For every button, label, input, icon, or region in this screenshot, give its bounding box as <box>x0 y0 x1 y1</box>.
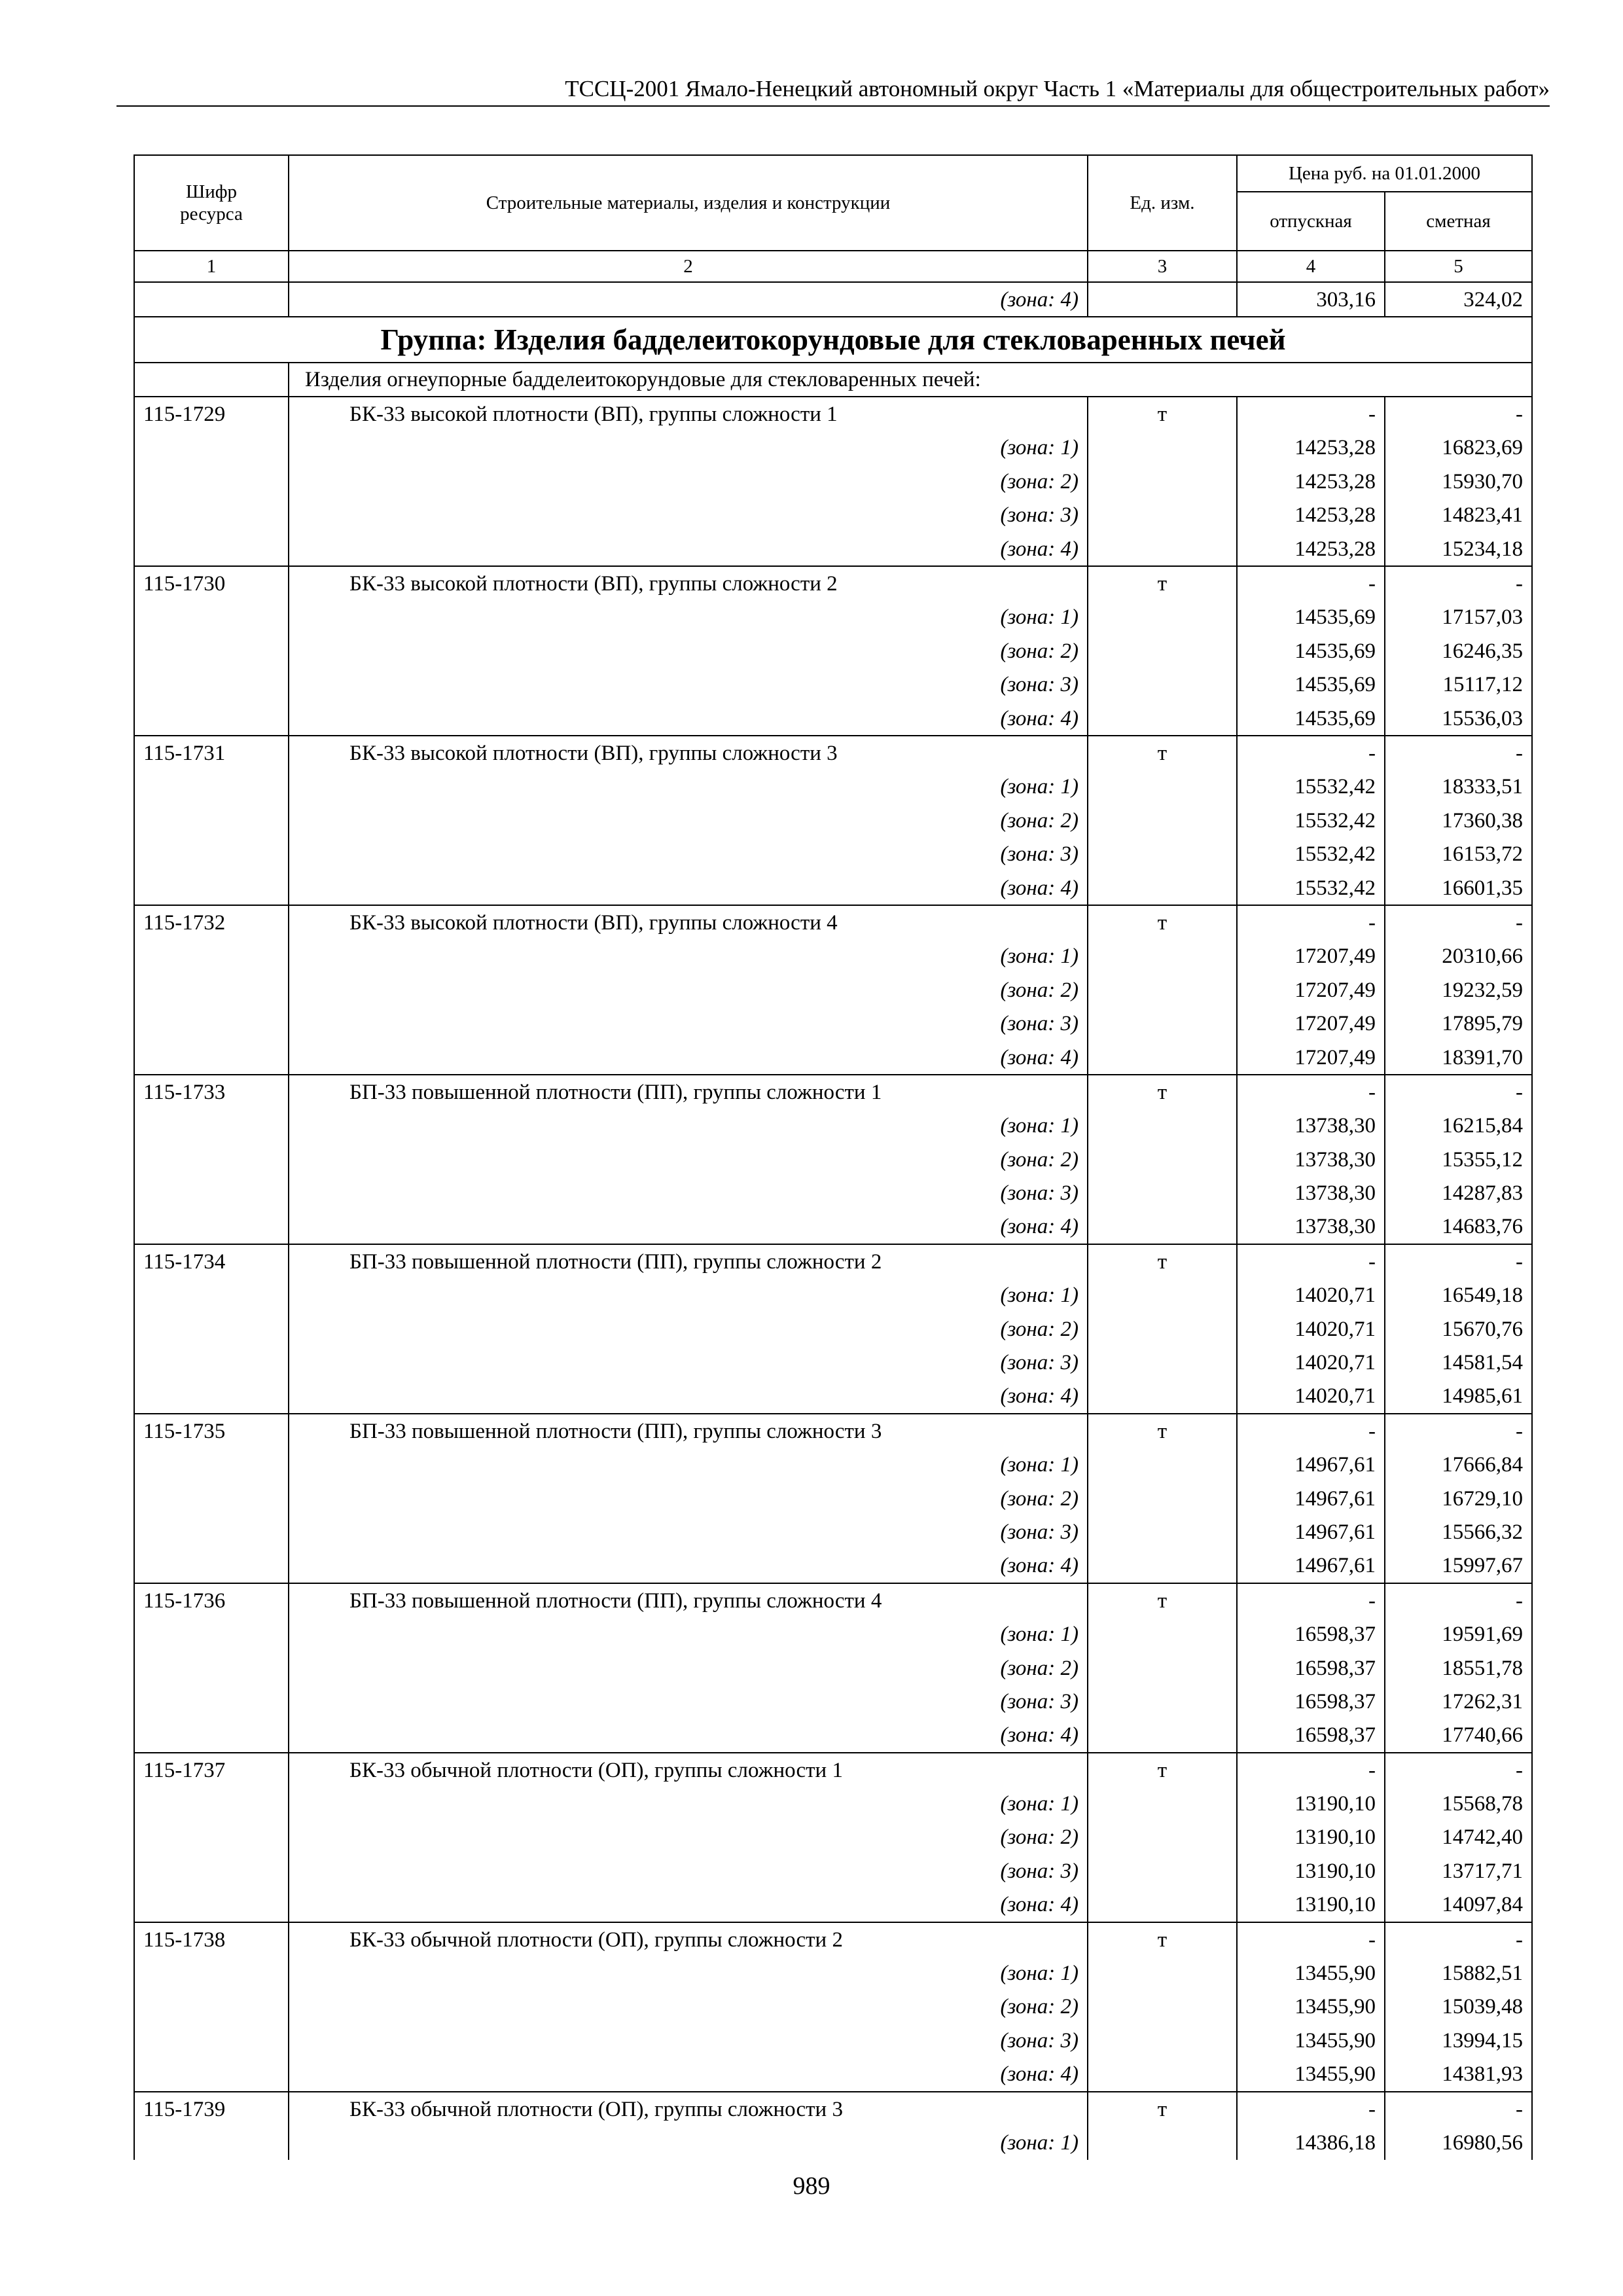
estimate-price: 16980,56 <box>1385 2126 1532 2159</box>
zone-label: (зона: 3) <box>289 1346 1088 1379</box>
release-price: 13190,10 <box>1237 1854 1385 1888</box>
release-price: - <box>1237 1922 1385 1956</box>
estimate-price: 16153,72 <box>1385 837 1532 870</box>
release-price: - <box>1237 1244 1385 1278</box>
release-price: 17207,49 <box>1237 940 1385 973</box>
unit: т <box>1088 2092 1237 2126</box>
zone-label: (зона: 1) <box>289 1109 1088 1143</box>
estimate-price: 15566,32 <box>1385 1515 1532 1549</box>
zone-row <box>134 1007 1532 1040</box>
item-row <box>134 736 1532 770</box>
estimate-price: 15234,18 <box>1385 532 1532 566</box>
zone-label: (зона: 4) <box>289 1719 1088 1753</box>
zone-label: (зона: 1) <box>289 601 1088 634</box>
estimate-price: 15930,70 <box>1385 465 1532 498</box>
zone-row <box>134 601 1532 634</box>
zone-label: (зона: 4) <box>289 702 1088 736</box>
zone-label: (зона: 3) <box>289 499 1088 532</box>
release-price: 303,16 <box>1237 282 1385 317</box>
estimate-price: 17360,38 <box>1385 804 1532 837</box>
unit: т <box>1088 1922 1237 1956</box>
item-row <box>134 1414 1532 1448</box>
col-header-unit: Ед. изм. <box>1088 155 1237 251</box>
resource-code: 115-1736 <box>134 1583 289 1617</box>
estimate-price: 15536,03 <box>1385 702 1532 736</box>
item-row <box>134 1583 1532 1617</box>
release-price: 13190,10 <box>1237 1888 1385 1922</box>
estimate-price: - <box>1385 736 1532 770</box>
release-price: 17207,49 <box>1237 1041 1385 1075</box>
estimate-price: 15670,76 <box>1385 1312 1532 1346</box>
estimate-price: - <box>1385 1583 1532 1617</box>
resource-code: 115-1730 <box>134 566 289 600</box>
item-row <box>134 566 1532 600</box>
material-name: БП-33 повышенной плотности (ПП), группы сложности 1 <box>289 1075 1088 1109</box>
zone-row <box>134 431 1532 465</box>
release-price: 14020,71 <box>1237 1279 1385 1312</box>
release-price: - <box>1237 1414 1385 1448</box>
resource-code: 115-1735 <box>134 1414 289 1448</box>
material-name: БК-33 высокой плотности (ВП), группы сложности 2 <box>289 566 1088 600</box>
release-price: 13738,30 <box>1237 1210 1385 1244</box>
release-price: - <box>1237 1075 1385 1109</box>
estimate-price: 14985,61 <box>1385 1380 1532 1414</box>
zone-label: (зона: 2) <box>289 1651 1088 1685</box>
release-price: 15532,42 <box>1237 804 1385 837</box>
header-rule <box>116 105 1550 107</box>
col-number-1: 1 <box>134 251 289 282</box>
running-header: ТССЦ-2001 Ямало-Ненецкий автономный округ Часть 1 «Материалы для общестроительных работ» <box>565 76 1550 101</box>
resource-code: 115-1738 <box>134 1922 289 1956</box>
estimate-price: 15039,48 <box>1385 1990 1532 2024</box>
zone-row <box>134 871 1532 905</box>
estimate-price: 15355,12 <box>1385 1143 1532 1176</box>
price-table-sheet <box>134 154 1531 2160</box>
release-price: 17207,49 <box>1237 1007 1385 1040</box>
release-price: 14535,69 <box>1237 601 1385 634</box>
zone-row <box>134 465 1532 498</box>
release-price: - <box>1237 397 1385 431</box>
release-price: 14967,61 <box>1237 1549 1385 1583</box>
release-price: 15532,42 <box>1237 871 1385 905</box>
material-name: БК-33 высокой плотности (ВП), группы сложности 3 <box>289 736 1088 770</box>
estimate-price: 16215,84 <box>1385 1109 1532 1143</box>
zone-label: (зона: 1) <box>289 2126 1088 2159</box>
zone-row <box>134 940 1532 973</box>
zone-row <box>134 1787 1532 1820</box>
release-price: 14253,28 <box>1237 431 1385 465</box>
release-price: 14535,69 <box>1237 702 1385 736</box>
carry-over-row <box>134 282 1532 317</box>
item-row <box>134 1244 1532 1278</box>
release-price: 14967,61 <box>1237 1482 1385 1515</box>
estimate-price: 17157,03 <box>1385 601 1532 634</box>
estimate-price: 14823,41 <box>1385 499 1532 532</box>
zone-row <box>134 634 1532 668</box>
zone-row <box>134 1821 1532 1854</box>
release-price: 14253,28 <box>1237 532 1385 566</box>
material-name: БК-33 высокой плотности (ВП), группы сложности 1 <box>289 397 1088 431</box>
zone-row <box>134 1346 1532 1379</box>
zone-row <box>134 1990 1532 2024</box>
release-price: 13190,10 <box>1237 1787 1385 1820</box>
zone-row <box>134 1888 1532 1922</box>
unit: т <box>1088 905 1237 939</box>
estimate-price: 13994,15 <box>1385 2024 1532 2057</box>
zone-label: (зона: 4) <box>289 871 1088 905</box>
zone-label: (зона: 1) <box>289 770 1088 804</box>
release-price: 13738,30 <box>1237 1109 1385 1143</box>
col-number-4: 4 <box>1237 251 1385 282</box>
col-number-2: 2 <box>289 251 1088 282</box>
release-price: 16598,37 <box>1237 1719 1385 1753</box>
estimate-price: 14381,93 <box>1385 2058 1532 2092</box>
release-price: 14535,69 <box>1237 668 1385 702</box>
zone-row <box>134 1380 1532 1414</box>
zone-label: (зона: 1) <box>289 1617 1088 1651</box>
group-title: Группа: Изделия бадделеитокорундовые для стекловаренных печей <box>134 317 1532 363</box>
estimate-price: 15117,12 <box>1385 668 1532 702</box>
zone-label: (зона: 4) <box>289 1380 1088 1414</box>
resource-code: 115-1729 <box>134 397 289 431</box>
item-row <box>134 2092 1532 2126</box>
zone-row <box>134 1448 1532 1482</box>
table-header <box>134 155 1532 282</box>
material-name: БП-33 повышенной плотности (ПП), группы сложности 4 <box>289 1583 1088 1617</box>
zone-row <box>134 1041 1532 1075</box>
col-header-price-group: Цена руб. на 01.01.2000 <box>1237 155 1532 192</box>
zone-row <box>134 2024 1532 2057</box>
unit: т <box>1088 1414 1237 1448</box>
estimate-price: 13717,71 <box>1385 1854 1532 1888</box>
release-price: 15532,42 <box>1237 770 1385 804</box>
group-title-row <box>134 317 1532 363</box>
zone-label: (зона: 1) <box>289 1448 1088 1482</box>
estimate-price: - <box>1385 1922 1532 1956</box>
item-row <box>134 1075 1532 1109</box>
release-price: 13455,90 <box>1237 1990 1385 2024</box>
release-price: 17207,49 <box>1237 973 1385 1007</box>
unit: т <box>1088 566 1237 600</box>
zone-label: (зона: 2) <box>289 1312 1088 1346</box>
estimate-price: 17740,66 <box>1385 1719 1532 1753</box>
zone-label: (зона: 2) <box>289 1821 1088 1854</box>
estimate-price: - <box>1385 1753 1532 1787</box>
release-price: 13455,90 <box>1237 2024 1385 2057</box>
item-row <box>134 397 1532 431</box>
zone-label: (зона: 1) <box>289 1956 1088 1990</box>
zone-label: (зона: 1) <box>289 431 1088 465</box>
zone-row <box>134 1515 1532 1549</box>
material-name: БП-33 повышенной плотности (ПП), группы сложности 2 <box>289 1244 1088 1278</box>
release-price: 13738,30 <box>1237 1143 1385 1176</box>
zone-label: (зона: 2) <box>289 634 1088 668</box>
release-price: 14967,61 <box>1237 1515 1385 1549</box>
release-price: 15532,42 <box>1237 837 1385 870</box>
estimate-price: 16549,18 <box>1385 1279 1532 1312</box>
release-price: - <box>1237 905 1385 939</box>
unit: т <box>1088 397 1237 431</box>
release-price: - <box>1237 736 1385 770</box>
zone-row <box>134 973 1532 1007</box>
release-price: 16598,37 <box>1237 1651 1385 1685</box>
zone-label: (зона: 4) <box>289 1549 1088 1583</box>
estimate-price: - <box>1385 566 1532 600</box>
zone-label: (зона: 1) <box>289 940 1088 973</box>
zone-label: (зона: 2) <box>289 465 1088 498</box>
resource-code: 115-1731 <box>134 736 289 770</box>
zone-label: (зона: 3) <box>289 668 1088 702</box>
estimate-price: 18551,78 <box>1385 1651 1532 1685</box>
release-price: 14253,28 <box>1237 465 1385 498</box>
unit: т <box>1088 736 1237 770</box>
estimate-price: 18391,70 <box>1385 1041 1532 1075</box>
col-header-estimate: сметная <box>1385 192 1532 251</box>
release-price: 16598,37 <box>1237 1617 1385 1651</box>
zone-label: (зона: 2) <box>289 1482 1088 1515</box>
zone-row <box>134 837 1532 870</box>
zone-row <box>134 804 1532 837</box>
zone-label: (зона: 3) <box>289 2024 1088 2057</box>
zone-row <box>134 1956 1532 1990</box>
zone-row <box>134 499 1532 532</box>
estimate-price: 17666,84 <box>1385 1448 1532 1482</box>
estimate-price: - <box>1385 397 1532 431</box>
estimate-price: - <box>1385 2092 1532 2126</box>
release-price: - <box>1237 2092 1385 2126</box>
release-price: 14386,18 <box>1237 2126 1385 2159</box>
estimate-price: 14581,54 <box>1385 1346 1532 1379</box>
zone-row <box>134 1210 1532 1244</box>
estimate-price: 18333,51 <box>1385 770 1532 804</box>
page-number: 989 <box>793 2172 830 2200</box>
col-header-name: Строительные материалы, изделия и конструкции <box>289 155 1088 251</box>
zone-label: (зона: 3) <box>289 1685 1088 1718</box>
zone-label: (зона: 3) <box>289 837 1088 870</box>
estimate-price: 16729,10 <box>1385 1482 1532 1515</box>
resource-code: 115-1732 <box>134 905 289 939</box>
release-price: 14020,71 <box>1237 1380 1385 1414</box>
release-price: 14967,61 <box>1237 1448 1385 1482</box>
estimate-price: 14287,83 <box>1385 1176 1532 1210</box>
zone-row <box>134 1549 1532 1583</box>
estimate-price: 14742,40 <box>1385 1821 1532 1854</box>
zone-row <box>134 1719 1532 1753</box>
zone-row <box>134 1685 1532 1718</box>
unit: т <box>1088 1075 1237 1109</box>
zone-label: (зона: 1) <box>289 1279 1088 1312</box>
release-price: - <box>1237 1583 1385 1617</box>
zone-row <box>134 1143 1532 1176</box>
item-row <box>134 1922 1532 1956</box>
estimate-price: 17262,31 <box>1385 1685 1532 1718</box>
col-header-release: отпускная <box>1237 192 1385 251</box>
zone-label: (зона: 2) <box>289 1143 1088 1176</box>
release-price: 13190,10 <box>1237 1821 1385 1854</box>
estimate-price: 20310,66 <box>1385 940 1532 973</box>
release-price: 14020,71 <box>1237 1346 1385 1379</box>
estimate-price: 324,02 <box>1385 282 1532 317</box>
resource-code: 115-1739 <box>134 2092 289 2126</box>
zone-row <box>134 1651 1532 1685</box>
release-price: 13455,90 <box>1237 1956 1385 1990</box>
estimate-price: - <box>1385 1075 1532 1109</box>
zone-row <box>134 1312 1532 1346</box>
release-price: - <box>1237 1753 1385 1787</box>
col-number-3: 3 <box>1088 251 1237 282</box>
zone-row <box>134 770 1532 804</box>
zone-row <box>134 702 1532 736</box>
subgroup-title: Изделия огнеупорные бадделеитокорундовые для стекловаренных печей: <box>289 363 1532 397</box>
zone-label: (зона: 3) <box>289 1854 1088 1888</box>
estimate-price: - <box>1385 1244 1532 1278</box>
zone-row <box>134 532 1532 566</box>
release-price: 14020,71 <box>1237 1312 1385 1346</box>
zone-label: (зона: 4) <box>289 282 1088 317</box>
col-number-5: 5 <box>1385 251 1532 282</box>
zone-label: (зона: 2) <box>289 973 1088 1007</box>
zone-row <box>134 668 1532 702</box>
release-price: 14535,69 <box>1237 634 1385 668</box>
estimate-price: 15882,51 <box>1385 1956 1532 1990</box>
item-row <box>134 905 1532 939</box>
estimate-price: 16246,35 <box>1385 634 1532 668</box>
material-name: БК-33 высокой плотности (ВП), группы сложности 4 <box>289 905 1088 939</box>
zone-label: (зона: 4) <box>289 2058 1088 2092</box>
zone-row <box>134 2058 1532 2092</box>
zone-label: (зона: 1) <box>289 1787 1088 1820</box>
zone-label: (зона: 4) <box>289 1888 1088 1922</box>
material-name: БП-33 повышенной плотности (ПП), группы сложности 3 <box>289 1414 1088 1448</box>
material-name: БК-33 обычной плотности (ОП), группы сложности 1 <box>289 1753 1088 1787</box>
estimate-price: 14683,76 <box>1385 1210 1532 1244</box>
resource-code: 115-1737 <box>134 1753 289 1787</box>
unit: т <box>1088 1244 1237 1278</box>
estimate-price: 15997,67 <box>1385 1549 1532 1583</box>
material-name: БК-33 обычной плотности (ОП), группы сложности 2 <box>289 1922 1088 1956</box>
resource-code: 115-1734 <box>134 1244 289 1278</box>
resource-code: 115-1733 <box>134 1075 289 1109</box>
release-price: 13738,30 <box>1237 1176 1385 1210</box>
unit: т <box>1088 1753 1237 1787</box>
estimate-price: 19591,69 <box>1385 1617 1532 1651</box>
unit: т <box>1088 1583 1237 1617</box>
estimate-price: - <box>1385 905 1532 939</box>
release-price: 13455,90 <box>1237 2058 1385 2092</box>
estimate-price: 16823,69 <box>1385 431 1532 465</box>
col-header-code: Шифр ресурса <box>134 155 289 251</box>
zone-row <box>134 1617 1532 1651</box>
zone-label: (зона: 3) <box>289 1515 1088 1549</box>
zone-row <box>134 2126 1532 2159</box>
zone-label: (зона: 2) <box>289 1990 1088 2024</box>
table-body <box>134 282 1532 2160</box>
zone-label: (зона: 4) <box>289 1041 1088 1075</box>
zone-label: (зона: 2) <box>289 804 1088 837</box>
estimate-price: - <box>1385 1414 1532 1448</box>
release-price: - <box>1237 566 1385 600</box>
release-price: 16598,37 <box>1237 1685 1385 1718</box>
subgroup-row <box>134 363 1532 397</box>
zone-label: (зона: 3) <box>289 1176 1088 1210</box>
estimate-price: 16601,35 <box>1385 871 1532 905</box>
zone-row <box>134 1482 1532 1515</box>
zone-label: (зона: 3) <box>289 1007 1088 1040</box>
estimate-price: 14097,84 <box>1385 1888 1532 1922</box>
estimate-price: 19232,59 <box>1385 973 1532 1007</box>
zone-row <box>134 1854 1532 1888</box>
zone-row <box>134 1176 1532 1210</box>
item-row <box>134 1753 1532 1787</box>
estimate-price: 17895,79 <box>1385 1007 1532 1040</box>
zone-label: (зона: 4) <box>289 1210 1088 1244</box>
material-name: БК-33 обычной плотности (ОП), группы сложности 3 <box>289 2092 1088 2126</box>
estimate-price: 15568,78 <box>1385 1787 1532 1820</box>
release-price: 14253,28 <box>1237 499 1385 532</box>
zone-row <box>134 1109 1532 1143</box>
zone-row <box>134 1279 1532 1312</box>
zone-label: (зона: 4) <box>289 532 1088 566</box>
price-table <box>134 154 1533 2160</box>
